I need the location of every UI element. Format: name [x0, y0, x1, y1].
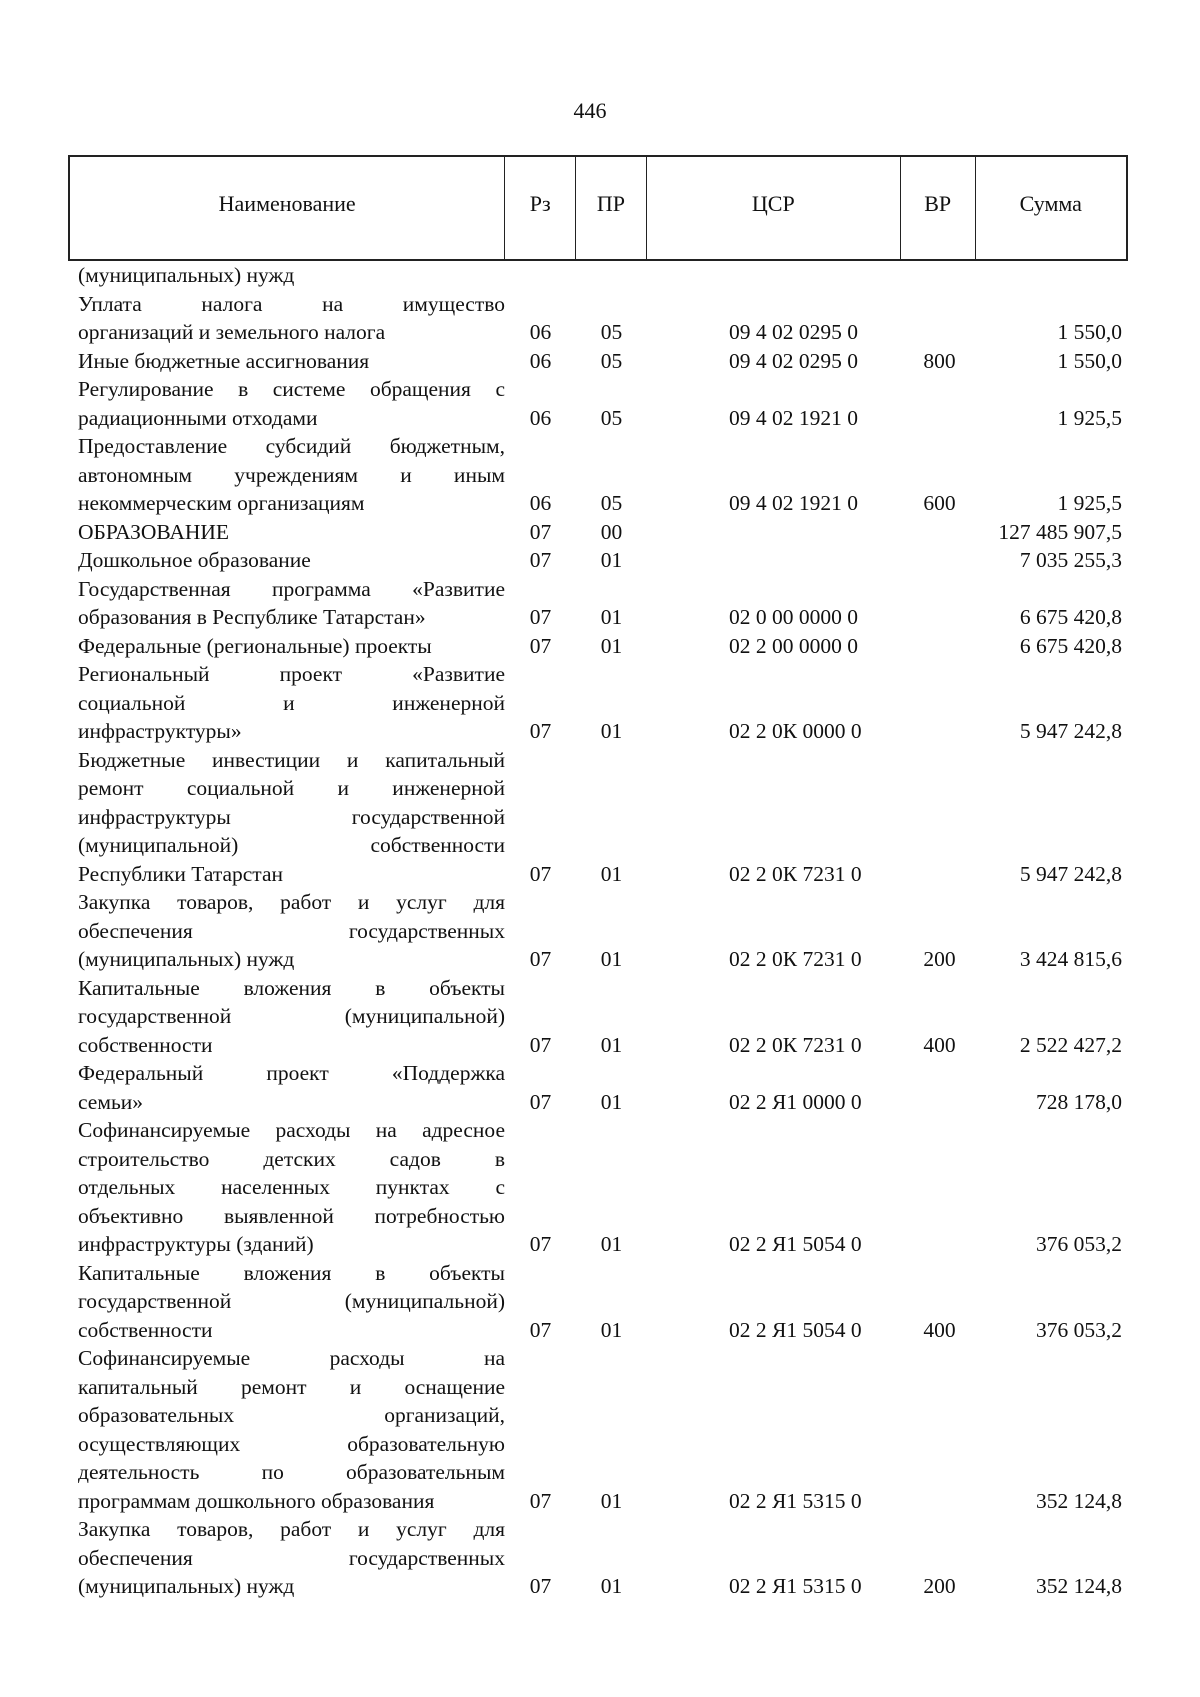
- row-pr: 05: [600, 348, 623, 373]
- row-name-line: государственной (муниципальной): [78, 1004, 505, 1028]
- row-name-line: Дошкольное образование: [78, 548, 311, 572]
- table-row: [68, 546, 1128, 575]
- row-vr: [902, 1088, 977, 1117]
- row-name-line: обеспечения государственных: [78, 1545, 505, 1570]
- row-rz: 07: [529, 1232, 552, 1256]
- row-name-line: Региональный проект «Развитие: [78, 662, 505, 686]
- row-name-line: осуществляющих образовательную: [78, 1431, 505, 1456]
- row-vr: [902, 1487, 977, 1516]
- row-name: [68, 888, 505, 974]
- row-name-line: Государственная программа «Развитие: [78, 576, 505, 601]
- table-row: [68, 660, 1128, 746]
- row-vr: [902, 404, 977, 433]
- header-vr: ВР: [901, 157, 976, 259]
- table-row: [68, 1344, 1128, 1515]
- row-pr: 01: [600, 1089, 623, 1114]
- table-body: [68, 261, 1128, 1601]
- table-row: [68, 746, 1128, 889]
- table-row: [68, 1059, 1128, 1116]
- row-pr: 05: [600, 491, 623, 515]
- row-csr: 02 2 Я1 5315 0: [729, 1488, 862, 1513]
- row-vr: [902, 603, 977, 632]
- table-row: [68, 575, 1128, 632]
- row-rz: 06: [529, 405, 552, 430]
- row-name-line: Капитальные вложения в объекты: [78, 975, 505, 1000]
- row-name: [68, 546, 505, 575]
- row-sum: 376 053,2: [1036, 1232, 1122, 1256]
- row-csr: 02 2 0К 7231 0: [729, 861, 862, 886]
- row-csr: 09 4 02 1921 0: [729, 491, 858, 515]
- row-csr: 02 2 Я1 5054 0: [729, 1317, 862, 1342]
- row-pr: 05: [600, 405, 623, 430]
- row-name: [68, 1059, 505, 1116]
- row-name-line: государственной (муниципальной): [78, 1289, 505, 1313]
- row-sum: 728 178,0: [1036, 1089, 1122, 1114]
- row-name-line: отдельных населенных пунктах с: [78, 1175, 505, 1199]
- row-name: [68, 974, 505, 1060]
- table-row: [68, 261, 1128, 290]
- row-name-line: Республики Татарстан: [78, 861, 284, 886]
- row-rz: 07: [529, 633, 552, 658]
- row-rz: 07: [529, 548, 552, 572]
- row-sum: 2 522 427,2: [1019, 1032, 1122, 1057]
- row-name-line: (муниципальной) собственности: [78, 833, 505, 857]
- row-name-line: инфраструктуры»: [78, 719, 242, 743]
- row-sum: 6 675 420,8: [1019, 633, 1122, 658]
- row-sum: 376 053,2: [1036, 1317, 1122, 1342]
- row-name: [68, 575, 505, 632]
- table-row: [68, 347, 1128, 376]
- row-name-line: объективно выявленной потребностью: [78, 1203, 505, 1228]
- table-row: [68, 974, 1128, 1060]
- row-csr: 02 2 Я1 5315 0: [729, 1574, 862, 1598]
- row-name-line: инфраструктуры (зданий): [78, 1232, 314, 1256]
- row-sum: 1 925,5: [1057, 405, 1122, 430]
- row-name-line: собственности: [78, 1032, 213, 1057]
- row-vr: [902, 318, 977, 347]
- row-name-line: некоммерческим организациям: [78, 491, 365, 515]
- row-csr: [647, 518, 902, 547]
- row-sum: [977, 261, 1128, 290]
- row-sum: 1 925,5: [1057, 491, 1122, 515]
- row-csr: 02 2 Я1 0000 0: [729, 1089, 862, 1114]
- row-rz: 07: [529, 947, 552, 971]
- row-name-line: семьи»: [78, 1089, 144, 1114]
- row-pr: 01: [600, 1032, 623, 1057]
- row-vr: 400: [923, 1032, 956, 1057]
- row-vr: 600: [923, 491, 956, 515]
- row-csr: 09 4 02 0295 0: [729, 320, 858, 344]
- row-name-line: деятельность по образовательным: [78, 1460, 505, 1484]
- row-vr: [902, 546, 977, 575]
- row-rz: 07: [529, 605, 552, 629]
- row-name: [68, 518, 505, 547]
- row-rz: 07: [529, 1032, 552, 1057]
- row-vr: 800: [923, 348, 956, 373]
- table-row: [68, 518, 1128, 547]
- row-csr: 02 2 00 0000 0: [729, 633, 858, 658]
- row-name: [68, 1344, 505, 1515]
- header-csr: ЦСР: [647, 157, 901, 259]
- row-vr: [902, 518, 977, 547]
- table-header: [68, 155, 1128, 261]
- row-name-line: (муниципальных) нужд: [78, 1574, 295, 1598]
- row-name-line: Софинансируемые расходы на адресное: [78, 1118, 505, 1142]
- table-row: [68, 1116, 1128, 1259]
- row-name: [68, 432, 505, 518]
- row-csr: 02 2 0К 7231 0: [729, 947, 862, 971]
- header-rz: Рз: [505, 157, 576, 259]
- row-vr: 400: [923, 1317, 956, 1342]
- row-pr: 01: [600, 548, 623, 572]
- row-name-line: Уплата налога на имущество: [78, 291, 505, 316]
- row-rz: 07: [529, 519, 552, 544]
- row-rz: 06: [529, 320, 552, 344]
- row-name: [68, 1116, 505, 1259]
- row-name: [68, 1259, 505, 1345]
- row-name-line: (муниципальных) нужд: [78, 263, 295, 287]
- row-name-line: образовательных организаций,: [78, 1403, 505, 1427]
- row-sum: 3 424 815,6: [1019, 947, 1122, 971]
- header-sum: Сумма: [1019, 191, 1082, 216]
- table-row: [68, 632, 1128, 661]
- row-name-line: социальной и инженерной: [78, 690, 505, 715]
- row-name-line: (муниципальных) нужд: [78, 947, 295, 971]
- row-name-line: Иные бюджетные ассигнования: [78, 348, 370, 373]
- row-vr: 200: [923, 1574, 956, 1598]
- header-name: Наименование: [70, 157, 505, 259]
- row-vr: 200: [923, 947, 956, 971]
- row-rz: 07: [529, 861, 552, 886]
- row-name: [68, 261, 505, 290]
- row-vr: [902, 1230, 977, 1259]
- row-vr: [902, 717, 977, 746]
- page-number: 446: [573, 98, 607, 123]
- row-vr: [902, 261, 977, 290]
- row-name-line: Федеральный проект «Поддержка: [78, 1061, 505, 1085]
- row-name-line: организаций и земельного налога: [78, 320, 386, 344]
- row-csr: [647, 261, 902, 290]
- row-pr: 01: [600, 861, 623, 886]
- row-sum: 352 124,8: [1036, 1574, 1122, 1598]
- row-name-line: радиационными отходами: [78, 405, 318, 430]
- row-sum: 352 124,8: [1036, 1488, 1122, 1513]
- row-csr: 02 0 00 0000 0: [729, 605, 858, 629]
- row-name-line: строительство детских садов в: [78, 1146, 505, 1171]
- row-name: [68, 375, 505, 432]
- row-pr: 01: [600, 1488, 623, 1513]
- row-rz: [505, 261, 576, 290]
- row-name-line: Закупка товаров, работ и услуг для: [78, 890, 505, 914]
- row-name: [68, 660, 505, 746]
- row-name: [68, 347, 505, 376]
- row-vr: [902, 860, 977, 889]
- row-csr: 09 4 02 1921 0: [729, 405, 858, 430]
- table-row: [68, 1259, 1128, 1345]
- row-sum: 5 947 242,8: [1019, 719, 1122, 743]
- row-sum: 5 947 242,8: [1019, 861, 1122, 886]
- row-pr: 01: [600, 1317, 623, 1342]
- row-csr: 02 2 Я1 5054 0: [729, 1232, 862, 1256]
- row-name-line: Капитальные вложения в объекты: [78, 1260, 505, 1285]
- row-sum: 6 675 420,8: [1019, 605, 1122, 629]
- row-name-line: программам дошкольного образования: [78, 1488, 435, 1513]
- row-pr: 01: [600, 719, 623, 743]
- row-pr: 00: [600, 519, 623, 544]
- row-csr: [647, 546, 902, 575]
- row-csr: 09 4 02 0295 0: [729, 348, 858, 373]
- row-vr: [902, 632, 977, 661]
- row-csr: 02 2 0К 0000 0: [729, 719, 862, 743]
- row-rz: 07: [529, 1317, 552, 1342]
- table-row: [68, 432, 1128, 518]
- row-sum: 1 550,0: [1057, 348, 1122, 373]
- row-name: [68, 290, 505, 347]
- row-name-line: Софинансируемые расходы на: [78, 1346, 505, 1370]
- table-row: [68, 888, 1128, 974]
- row-name-line: ремонт социальной и инженерной: [78, 776, 505, 800]
- row-name-line: Федеральные (региональные) проекты: [78, 633, 432, 658]
- row-rz: 07: [529, 1488, 552, 1513]
- row-pr: 05: [600, 320, 623, 344]
- row-name-line: Регулирование в системе обращения с: [78, 377, 505, 401]
- row-name: [68, 632, 505, 661]
- row-rz: 07: [529, 1089, 552, 1114]
- row-rz: 06: [529, 348, 552, 373]
- row-pr: 01: [600, 1232, 623, 1256]
- row-name-line: Предоставление субсидий бюджетным,: [78, 434, 505, 458]
- row-csr: 02 2 0К 7231 0: [729, 1032, 862, 1057]
- row-pr: 01: [600, 1574, 623, 1598]
- row-pr: [576, 261, 647, 290]
- row-pr: 01: [600, 947, 623, 971]
- row-name-line: ОБРАЗОВАНИЕ: [78, 519, 230, 544]
- row-name: [68, 1515, 505, 1601]
- row-rz: 07: [529, 719, 552, 743]
- row-name-line: Бюджетные инвестиции и капитальный: [78, 747, 505, 772]
- table-row: [68, 375, 1128, 432]
- row-name: [68, 746, 505, 889]
- row-name-line: инфраструктуры государственной: [78, 804, 505, 829]
- row-sum: 1 550,0: [1057, 320, 1122, 344]
- row-sum: 127 485 907,5: [998, 519, 1122, 544]
- row-sum: 7 035 255,3: [1019, 548, 1122, 572]
- table-row: [68, 290, 1128, 347]
- row-pr: 01: [600, 605, 623, 629]
- row-name-line: автономным учреждениям и иным: [78, 462, 505, 487]
- row-rz: 06: [529, 491, 552, 515]
- table-row: [68, 1515, 1128, 1601]
- row-name-line: образования в Республике Татарстан»: [78, 605, 426, 629]
- row-name-line: собственности: [78, 1317, 213, 1342]
- row-name-line: обеспечения государственных: [78, 918, 505, 943]
- row-name-line: Закупка товаров, работ и услуг для: [78, 1517, 505, 1541]
- header-pr: ПР: [576, 157, 647, 259]
- row-name-line: капитальный ремонт и оснащение: [78, 1374, 505, 1399]
- row-pr: 01: [600, 633, 623, 658]
- row-rz: 07: [529, 1574, 552, 1598]
